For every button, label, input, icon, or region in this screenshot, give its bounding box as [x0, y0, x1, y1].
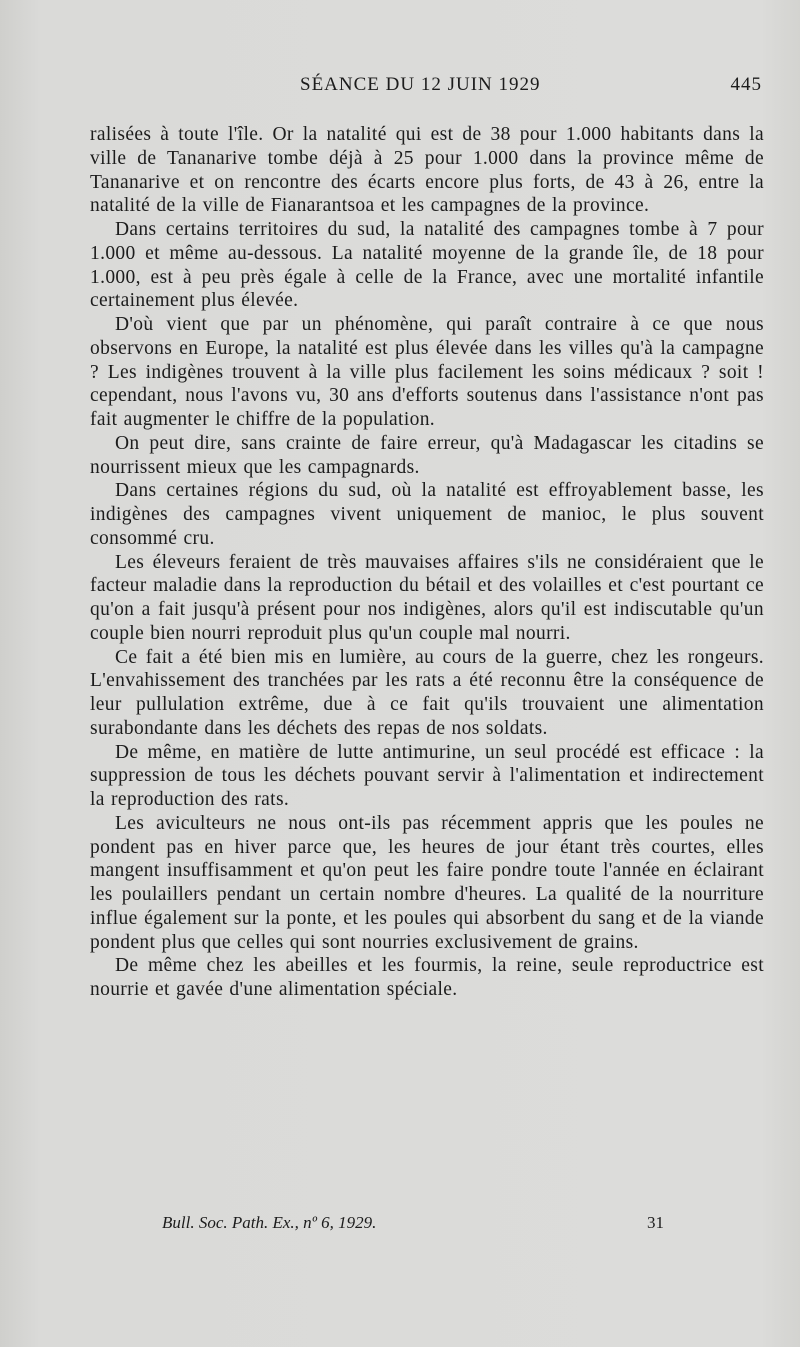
paragraph-lutte-antimurine: De même, en matière de lutte antimurine, un seul procédé est efficace : la suppression de tous les déchets pouvant servir à l'alimentation et indirectement la reproduction des rats.	[90, 741, 764, 810]
paragraph-aviculteurs: Les aviculteurs ne nous ont-ils pas récemment appris que les poules ne pondent pas en hiver parce que, les heures de jour étant très courtes, elles mangent insuffisamment et qu'on peut les faire pondre toute l'année en éclairant les poulaillers pendant un certain nombre d'heures. La qualité de la nourriture influe également sur la ponte, et les poules qui absorbent du sang et de la viande pondent plus que celles qui sont nourries exclusivement de grains.	[90, 812, 764, 953]
paragraph-eleveurs: Les éleveurs feraient de très mauvaises affaires s'ils ne considéraient que le facteur maladie dans la reproduction du bétail et des volailles et c'est pourtant ce qu'on a fait jusqu'à présent pour nos indigènes, alors qu'il est indiscutable qu'un couple bien nourri reproduit plus qu'un couple mal nourri.	[90, 551, 764, 644]
paragraph-natalite-villes: ralisées à toute l'île. Or la natalité qui est de 38 pour 1.000 habitants dans la ville de Tananarive tombe déjà à 25 pour 1.000 dans la province même de Tananarive et on rencontre des écarts encore plus forts, de 43 à 26, entre la natalité de la ville de Fianarantsoa et les campagnes de la province.	[90, 124, 764, 217]
body-text	[90, 123, 764, 1002]
journal-citation: Bull. Soc. Path. Ex., nº 6, 1929.	[162, 1213, 377, 1232]
running-head: SÉANCE DU 12 JUIN 1929	[300, 74, 541, 95]
paragraph-regions-sud: Dans certaines régions du sud, où la natalité est effroyablement basse, les indigènes des campagnes vivent uniquement de manioc, le plus souvent consommé cru.	[90, 480, 764, 549]
paragraph-territoires-sud: Dans certains territoires du sud, la natalité des campagnes tombe à 7 pour 1.000 et même au-dessous. La natalité moyenne de la grande île, de 18 pour 1.000, est à peu près égale à celle de la France, avec une mortalité infantile certainement plus élevée.	[90, 219, 764, 312]
signature-number: 31	[647, 1213, 664, 1232]
paragraph-abeilles: De même chez les abeilles et les fourmis, la reine, seule reproductrice est nourrie et gavée d'une alimentation spéciale.	[90, 955, 764, 1000]
page-number: 445	[730, 74, 762, 95]
paragraph-phenomene: D'où vient que par un phénomène, qui paraît contraire à ce que nous observons en Europe, la natalité est plus élevée dans les villes qu'à la campagne ? Les indigènes trouvent à la ville plus facilement les soins médicaux ? soit ! cependant, nous l'avons vu, 30 ans d'efforts soutenus dans l'assistance n'ont pas fait augmenter le chiffre de la population.	[90, 314, 764, 430]
paragraph-citadins: On peut dire, sans crainte de faire erreur, qu'à Madagascar les citadins se nourrissent mieux que les campagnards.	[90, 432, 764, 478]
page-footer	[162, 1213, 664, 1241]
page-header	[90, 74, 762, 104]
paragraph-rongeurs: Ce fait a été bien mis en lumière, au cours de la guerre, chez les rongeurs. L'envahissement des tranchées par les rats a été reconnu être la conséquence de leur pullulation extrême, due à ce fait qu'ils trouvaient une alimentation surabondante dans les déchets des repas de nos soldats.	[90, 646, 764, 739]
